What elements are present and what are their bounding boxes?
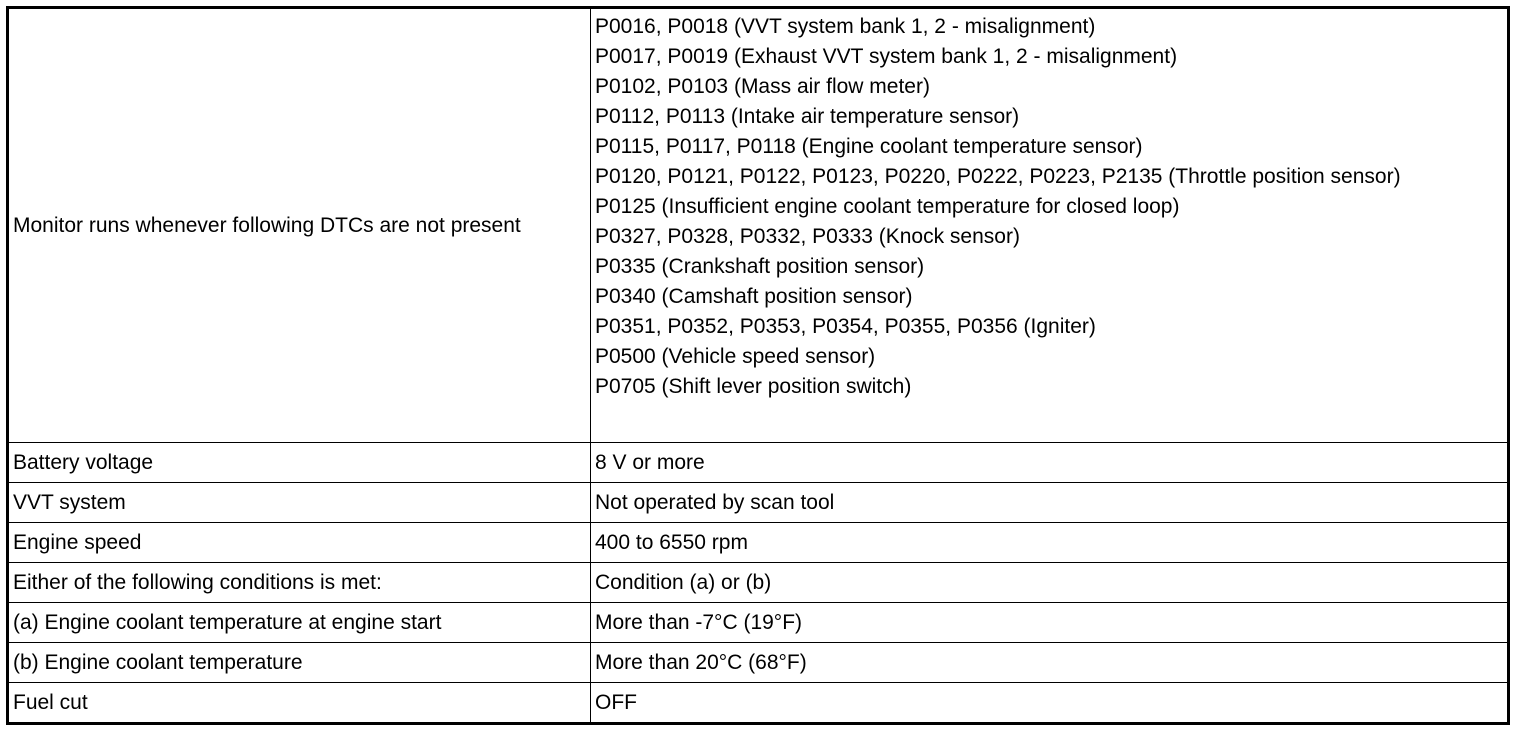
dtc-item: P0335 (Crankshaft position sensor) [595,255,925,278]
condition-value: Condition (a) or (b) [591,563,1509,603]
condition-value: 8 V or more [591,443,1509,483]
dtc-list [591,8,1509,443]
table-row-engine-speed [8,523,1509,563]
dtc-item: P0327, P0328, P0332, P0333 (Knock sensor) [595,225,1020,248]
table-row-either-condition [8,563,1509,603]
dtc-item: P0500 (Vehicle speed sensor) [595,345,876,368]
condition-label: VVT system [8,483,591,523]
dtc-conditions-label: Monitor runs whenever following DTCs are not present [8,8,591,443]
table-row-dtc-conditions [8,8,1509,443]
table-row-fuel-cut [8,683,1509,724]
table-row-coolant-at-start [8,603,1509,643]
dtc-item: P0125 (Insufficient engine coolant temperature for closed loop) [595,195,1180,218]
table-row-coolant-temperature [8,643,1509,683]
condition-value: More than -7°C (19°F) [591,603,1509,643]
condition-value: Not operated by scan tool [591,483,1509,523]
dtc-item: P0120, P0121, P0122, P0123, P0220, P0222, P0223, P2135 (Throttle position sensor) [595,165,1401,188]
condition-value: 400 to 6550 rpm [591,523,1509,563]
condition-value: More than 20°C (68°F) [591,643,1509,683]
dtc-item: P0340 (Camshaft position sensor) [595,285,913,308]
dtc-item: P0102, P0103 (Mass air flow meter) [595,75,930,98]
monitor-conditions-table [6,6,1510,725]
condition-label: (b) Engine coolant temperature [8,643,591,683]
dtc-item: P0351, P0352, P0353, P0354, P0355, P0356 (Igniter) [595,315,1096,338]
condition-label: Fuel cut [8,683,591,724]
dtc-item: P0016, P0018 (VVT system bank 1, 2 - misalignment) [595,15,1096,38]
table-row-vvt-system [8,483,1509,523]
condition-label: (a) Engine coolant temperature at engine start [8,603,591,643]
condition-label: Battery voltage [8,443,591,483]
dtc-item: P0017, P0019 (Exhaust VVT system bank 1, 2 - misalignment) [595,45,1178,68]
condition-value: OFF [591,683,1509,724]
dtc-item: P0115, P0117, P0118 (Engine coolant temperature sensor) [595,135,1143,158]
dtc-item: P0705 (Shift lever position switch) [595,375,912,398]
table-row-battery-voltage [8,443,1509,483]
dtc-item: P0112, P0113 (Intake air temperature sensor) [595,105,1020,128]
condition-label: Engine speed [8,523,591,563]
condition-label: Either of the following conditions is met: [8,563,591,603]
